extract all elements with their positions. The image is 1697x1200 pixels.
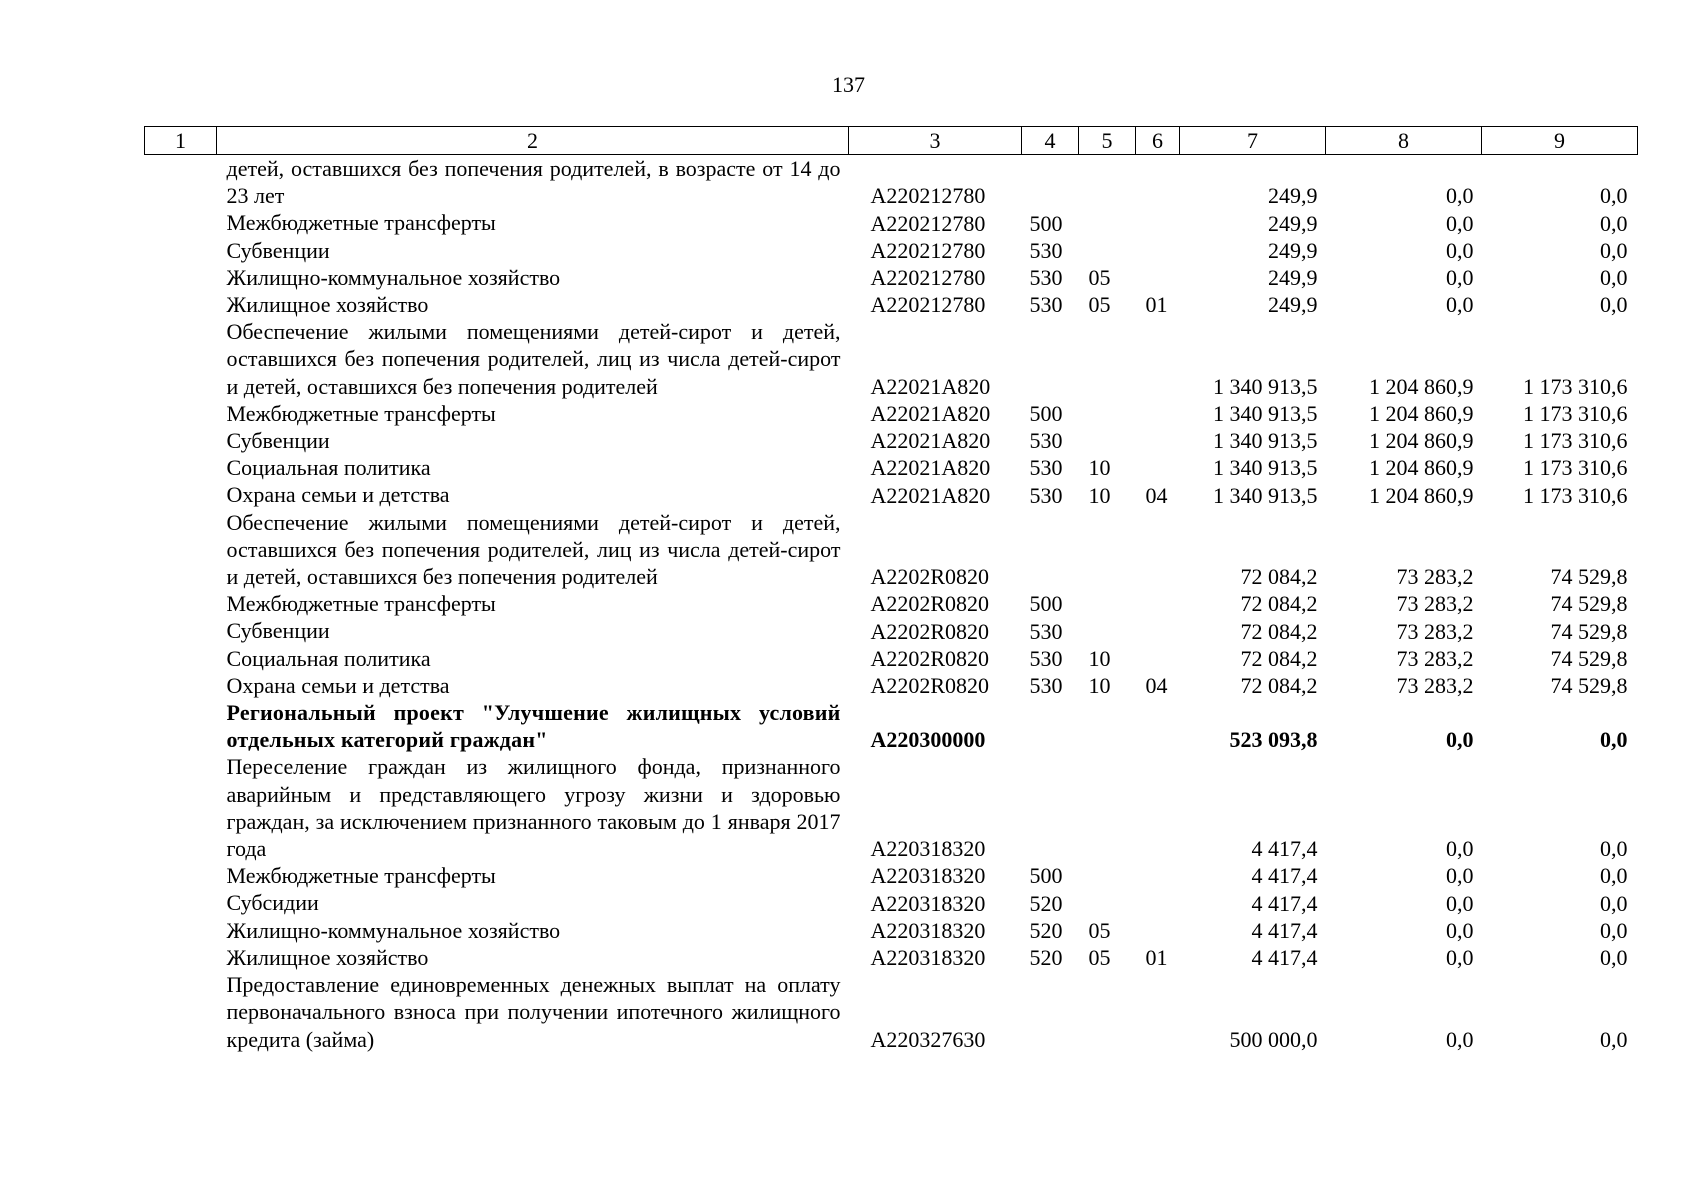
section-cell: 10 [1088,645,1111,671]
amount-column-8-cell: 73 283,2 [1396,645,1474,671]
subsection-cell [1136,889,1180,916]
section-cell: 05 [1088,917,1111,943]
target-article-code-cell: А22021А820 [870,428,991,454]
expense-type-cell: 520 [1029,890,1063,916]
section-cell [1079,237,1136,264]
target-article-code-cell: А220318320 [870,890,986,916]
row-index-cell [145,699,217,753]
amount-column-7-cell: 500 000,0 [1229,1026,1318,1052]
subsection-cell [1136,209,1180,236]
row-index-cell [145,318,217,400]
expense-type-cell: 530 [1029,673,1063,699]
subsection-cell [1136,699,1180,753]
subsection-cell [1136,237,1180,264]
row-index-cell [145,944,217,971]
subsection-cell [1136,917,1180,944]
row-name-cell: Субвенции [226,618,330,644]
amount-column-9-cell: 0,0 [1600,836,1628,862]
amount-column-7-cell: 523 093,8 [1229,727,1318,753]
row-name-cell: Охрана семьи и детства [226,482,450,508]
row-name-cell: Жилищное хозяйство [226,292,429,318]
page-number: 137 [832,72,865,97]
table-row [145,427,1638,454]
amount-column-8-cell: 0,0 [1446,863,1474,889]
table-row [145,617,1638,644]
amount-column-9-cell: 74 529,8 [1550,673,1628,699]
row-name-cell: детей, оставшихся без попечения родителей, в возрасте от 14 до 23 лет [226,156,841,209]
row-index-cell [145,427,217,454]
table-row [145,862,1638,889]
row-index-cell [145,753,217,862]
expense-type-cell [1022,753,1079,862]
amount-column-7-cell: 249,9 [1268,183,1318,209]
subsection-cell [1136,509,1180,591]
expense-type-cell: 530 [1029,482,1063,508]
row-name-cell: Межбюджетные трансферты [226,400,496,426]
section-cell [1079,400,1136,427]
subsection-cell: 04 [1145,482,1168,508]
expense-type-cell: 530 [1029,645,1063,671]
target-article-code-cell: А220318320 [870,863,986,889]
expense-type-cell: 500 [1029,210,1063,236]
row-name-cell: Охрана семьи и детства [226,672,450,698]
target-article-code-cell: А220318320 [870,917,986,943]
section-cell: 10 [1088,482,1111,508]
row-index-cell [145,971,217,1053]
target-article-code-cell: А220318320 [870,836,986,862]
amount-column-7-cell: 1 340 913,5 [1213,482,1318,508]
target-article-code-cell: А22021А820 [870,482,991,508]
table-row [145,481,1638,508]
column-header-9: 9 [1482,127,1638,155]
amount-column-7-cell: 1 340 913,5 [1213,401,1318,427]
amount-column-8-cell: 0,0 [1446,945,1474,971]
expense-type-cell: 500 [1029,863,1063,889]
amount-column-9-cell: 1 173 310,6 [1523,373,1628,399]
row-name-cell: Обеспечение жилыми помещениями детей-сирот и детей, оставшихся без попечения родителей, лиц из числа детей-сирот и детей, оставшихся без попечения родителей [226,509,841,590]
expense-type-cell [1022,318,1079,400]
section-cell: 10 [1088,673,1111,699]
amount-column-9-cell: 0,0 [1600,237,1628,263]
section-cell [1079,509,1136,591]
amount-column-8-cell: 0,0 [1446,836,1474,862]
row-index-cell [145,645,217,672]
row-index-cell [145,400,217,427]
amount-column-7-cell: 72 084,2 [1240,564,1318,590]
amount-column-8-cell: 1 204 860,9 [1369,373,1474,399]
row-index-cell [145,672,217,699]
table-row [145,699,1638,753]
row-name-cell: Межбюджетные трансферты [226,863,496,889]
column-number-row [145,127,1638,155]
target-article-code-cell: А220212780 [870,265,986,291]
table-row [145,590,1638,617]
section-cell [1079,427,1136,454]
amount-column-7-cell: 4 417,4 [1251,890,1318,916]
expense-type-cell: 520 [1029,917,1063,943]
amount-column-7-cell: 72 084,2 [1240,618,1318,644]
row-name-cell: Предоставление единовременных денежных выплат на оплату первоначального взноса при получении ипотечного жилищного кредита (займа) [226,972,841,1052]
amount-column-9-cell: 0,0 [1600,890,1628,916]
amount-column-8-cell: 0,0 [1446,210,1474,236]
amount-column-8-cell: 1 204 860,9 [1369,455,1474,481]
subsection-cell [1136,645,1180,672]
row-name-cell: Социальная политика [226,455,431,481]
amount-column-7-cell: 1 340 913,5 [1213,428,1318,454]
amount-column-9-cell: 0,0 [1600,265,1628,291]
target-article-code-cell: А2202R0820 [870,564,990,590]
subsection-cell [1136,264,1180,291]
row-index-cell [145,264,217,291]
section-cell: 05 [1088,265,1111,291]
table-row [145,509,1638,591]
amount-column-8-cell: 73 283,2 [1396,591,1474,617]
row-index-cell [145,617,217,644]
amount-column-9-cell: 1 173 310,6 [1523,401,1628,427]
amount-column-7-cell: 72 084,2 [1240,645,1318,671]
table-row [145,454,1638,481]
section-cell: 10 [1088,455,1111,481]
subsection-cell [1136,617,1180,644]
section-cell: 05 [1088,945,1111,971]
table-row [145,645,1638,672]
target-article-code-cell: А220212780 [870,183,986,209]
section-cell [1079,889,1136,916]
table-row [145,889,1638,916]
expense-type-cell: 500 [1029,591,1063,617]
row-name-cell: Переселение граждан из жилищного фонда, признанного аварийным и представляющего угрозу жизни и здоровью граждан, за исключением признанного таковым до 1 января 2017 года [226,754,841,862]
section-cell [1079,971,1136,1053]
subsection-cell [1136,862,1180,889]
table-row [145,291,1638,318]
budget-table-container [144,126,1637,1053]
subsection-cell [1136,590,1180,617]
row-name-cell: Региональный проект "Улучшение жилищных условий отдельных категорий граждан" [226,700,841,753]
amount-column-8-cell: 0,0 [1446,183,1474,209]
row-index-cell [145,291,217,318]
target-article-code-cell: А220327630 [870,1026,986,1052]
table-row [145,944,1638,971]
target-article-code-cell: А220212780 [870,292,986,318]
subsection-cell: 01 [1145,292,1168,318]
target-article-code-cell: А2202R0820 [870,645,990,671]
section-cell [1079,209,1136,236]
amount-column-9-cell: 1 173 310,6 [1523,428,1628,454]
section-cell [1079,590,1136,617]
section-cell: 05 [1088,292,1111,318]
amount-column-9-cell: 74 529,8 [1550,591,1628,617]
row-name-cell: Жилищное хозяйство [226,944,429,970]
subsection-cell [1136,971,1180,1053]
amount-column-9-cell: 0,0 [1600,1026,1628,1052]
section-cell [1079,318,1136,400]
expense-type-cell [1022,509,1079,591]
row-name-cell: Субвенции [226,428,330,454]
row-name-cell: Социальная политика [226,645,431,671]
expense-type-cell: 530 [1029,428,1063,454]
amount-column-7-cell: 249,9 [1268,265,1318,291]
amount-column-8-cell: 0,0 [1446,292,1474,318]
amount-column-8-cell: 1 204 860,9 [1369,428,1474,454]
amount-column-9-cell: 0,0 [1600,292,1628,318]
amount-column-9-cell: 0,0 [1600,183,1628,209]
target-article-code-cell: А2202R0820 [870,673,990,699]
expense-type-cell: 500 [1029,401,1063,427]
amount-column-9-cell: 1 173 310,6 [1523,455,1628,481]
row-name-cell: Межбюджетные трансферты [226,591,496,617]
budget-table [144,126,1638,1053]
target-article-code-cell: А22021А820 [870,455,991,481]
row-index-cell [145,237,217,264]
amount-column-9-cell: 74 529,8 [1550,645,1628,671]
column-header-2: 2 [217,127,849,155]
target-article-code-cell: А220318320 [870,945,986,971]
table-row [145,264,1638,291]
amount-column-7-cell: 1 340 913,5 [1213,455,1318,481]
amount-column-7-cell: 1 340 913,5 [1213,373,1318,399]
expense-type-cell: 530 [1029,237,1063,263]
table-row [145,318,1638,400]
column-header-4: 4 [1022,127,1079,155]
amount-column-9-cell: 0,0 [1600,863,1628,889]
column-header-1: 1 [145,127,217,155]
section-cell [1079,699,1136,753]
amount-column-7-cell: 4 417,4 [1251,863,1318,889]
expense-type-cell: 530 [1029,265,1063,291]
row-index-cell [145,454,217,481]
amount-column-8-cell: 0,0 [1446,265,1474,291]
amount-column-8-cell: 73 283,2 [1396,673,1474,699]
row-name-cell: Субвенции [226,237,330,263]
row-index-cell [145,590,217,617]
amount-column-8-cell: 73 283,2 [1396,618,1474,644]
section-cell [1079,155,1136,210]
amount-column-7-cell: 249,9 [1268,237,1318,263]
section-cell [1079,617,1136,644]
amount-column-8-cell: 0,0 [1446,890,1474,916]
amount-column-9-cell: 0,0 [1600,917,1628,943]
row-name-cell: Межбюджетные трансферты [226,210,496,236]
row-index-cell [145,209,217,236]
row-index-cell [145,481,217,508]
column-header-5: 5 [1079,127,1136,155]
target-article-code-cell: А220212780 [870,237,986,263]
expense-type-cell: 530 [1029,618,1063,644]
amount-column-9-cell: 0,0 [1600,945,1628,971]
expense-type-cell [1022,971,1079,1053]
expense-type-cell: 530 [1029,455,1063,481]
expense-type-cell [1022,699,1079,753]
target-article-code-cell: А220300000 [870,727,986,753]
amount-column-8-cell: 0,0 [1446,1026,1474,1052]
table-row [145,753,1638,862]
amount-column-8-cell: 0,0 [1446,727,1474,753]
row-name-cell: Жилищно-коммунальное хозяйство [226,264,561,290]
subsection-cell [1136,753,1180,862]
table-row [145,237,1638,264]
table-body [145,155,1638,1053]
row-index-cell [145,889,217,916]
table-row [145,155,1638,210]
section-cell [1079,753,1136,862]
column-header-6: 6 [1136,127,1180,155]
table-header [145,127,1638,155]
table-row [145,209,1638,236]
table-row [145,917,1638,944]
amount-column-7-cell: 4 417,4 [1251,836,1318,862]
row-name-cell: Субсидии [226,890,319,916]
target-article-code-cell: А22021А820 [870,401,991,427]
row-index-cell [145,917,217,944]
amount-column-7-cell: 4 417,4 [1251,945,1318,971]
amount-column-8-cell: 1 204 860,9 [1369,482,1474,508]
amount-column-7-cell: 72 084,2 [1240,673,1318,699]
subsection-cell [1136,427,1180,454]
amount-column-7-cell: 4 417,4 [1251,917,1318,943]
amount-column-8-cell: 1 204 860,9 [1369,401,1474,427]
row-index-cell [145,155,217,210]
row-index-cell [145,862,217,889]
amount-column-9-cell: 74 529,8 [1550,564,1628,590]
table-row [145,672,1638,699]
target-article-code-cell: А22021А820 [870,373,991,399]
subsection-cell [1136,400,1180,427]
expense-type-cell [1022,155,1079,210]
column-header-7: 7 [1180,127,1326,155]
target-article-code-cell: А220212780 [870,210,986,236]
subsection-cell: 04 [1145,673,1168,699]
amount-column-7-cell: 249,9 [1268,292,1318,318]
section-cell [1079,862,1136,889]
row-name-cell: Обеспечение жилыми помещениями детей-сирот и детей, оставшихся без попечения родителей, лиц из числа детей-сирот и детей, оставшихся без попечения родителей [226,319,841,399]
amount-column-9-cell: 1 173 310,6 [1523,482,1628,508]
column-header-8: 8 [1326,127,1482,155]
amount-column-7-cell: 249,9 [1268,210,1318,236]
table-row [145,400,1638,427]
subsection-cell [1136,454,1180,481]
row-name-cell: Жилищно-коммунальное хозяйство [226,917,561,943]
amount-column-9-cell: 0,0 [1600,727,1628,753]
amount-column-9-cell: 74 529,8 [1550,618,1628,644]
amount-column-9-cell: 0,0 [1600,210,1628,236]
target-article-code-cell: А2202R0820 [870,591,990,617]
subsection-cell: 01 [1145,945,1168,971]
amount-column-8-cell: 0,0 [1446,237,1474,263]
subsection-cell [1136,318,1180,400]
expense-type-cell: 520 [1029,945,1063,971]
amount-column-7-cell: 72 084,2 [1240,591,1318,617]
expense-type-cell: 530 [1029,292,1063,318]
table-row [145,971,1638,1053]
row-index-cell [145,509,217,591]
column-header-3: 3 [849,127,1022,155]
subsection-cell [1136,155,1180,210]
amount-column-8-cell: 0,0 [1446,917,1474,943]
target-article-code-cell: А2202R0820 [870,618,990,644]
amount-column-8-cell: 73 283,2 [1396,564,1474,590]
